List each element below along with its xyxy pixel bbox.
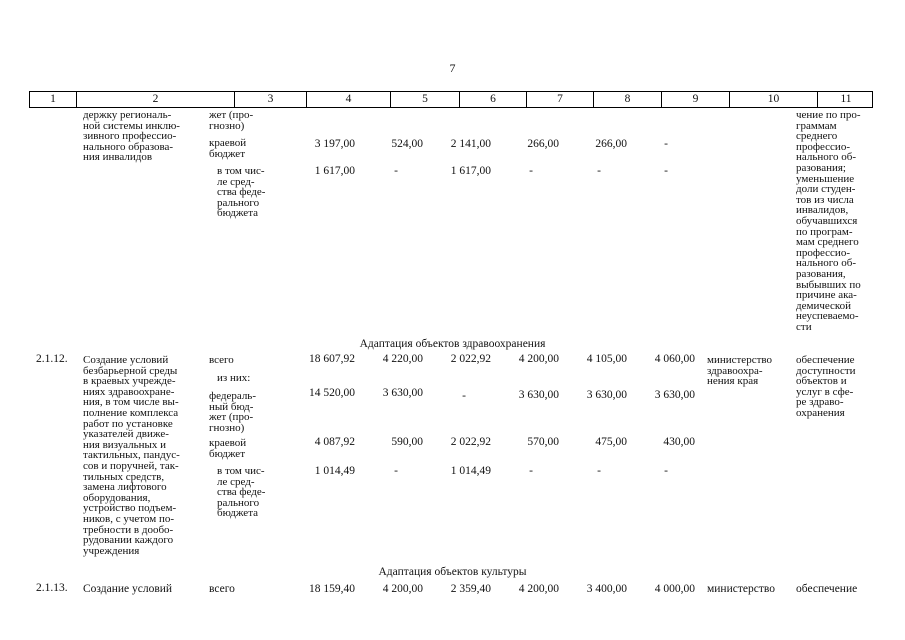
value-col4: 18 159,40 bbox=[309, 583, 355, 595]
value-col9: 430,00 bbox=[663, 436, 695, 448]
funding-label: жет (про- гнозно) bbox=[209, 109, 254, 132]
funding-label: в том чис- ле сред- ства феде- рального бюджета bbox=[217, 465, 266, 520]
value-col8: 3 400,00 bbox=[586, 583, 627, 595]
value-col6: 2 022,92 bbox=[450, 436, 491, 448]
funding-label: краевой бюджет bbox=[209, 137, 247, 160]
measure-description: Создание условий bbox=[83, 583, 173, 595]
header-col-10: 10 bbox=[730, 92, 818, 107]
value-col4: 4 087,92 bbox=[314, 436, 355, 448]
header-col-8: 8 bbox=[594, 92, 662, 107]
value-col5: 4 200,00 bbox=[382, 583, 423, 595]
section-heading-health: Адаптация объектов здравоохранения bbox=[359, 338, 546, 350]
responsible-executor: министерство здравоохра- нения края bbox=[707, 354, 773, 388]
row-number: 2.1.12. bbox=[36, 353, 68, 365]
value-col8: - bbox=[597, 465, 601, 477]
value-col7: - bbox=[529, 465, 533, 477]
value-col4: 14 520,00 bbox=[309, 387, 355, 399]
header-col-11: 11 bbox=[840, 93, 852, 105]
header-col-6: 6 bbox=[460, 92, 527, 107]
value-col7: 4 200,00 bbox=[518, 583, 559, 595]
expected-result-text: чение по про- граммам среднего профессио- нального об- разования; уменьшение доли студен- тов из числа инвалидов, обучавшихся по програм- мам среднего профессио- нального об- разования, выбывших по причине ака- демической неуспеваемо- сти bbox=[796, 109, 861, 333]
header-col-5: 5 bbox=[391, 92, 460, 107]
value-col9: - bbox=[664, 465, 668, 477]
row-number: 2.1.13. bbox=[36, 582, 68, 594]
value-col6: - bbox=[462, 390, 466, 402]
value-col6: 2 141,00 bbox=[450, 138, 491, 150]
value-col9: 3 630,00 bbox=[654, 389, 695, 401]
value-col5: 4 220,00 bbox=[382, 353, 423, 365]
continued-measure-text: держку региональ- ной системы инклю- зивного профессио- нального образова- ния инвалидов bbox=[83, 109, 180, 164]
funding-label: федераль- ный бюд- жет (про- гнозно) bbox=[209, 390, 256, 434]
value-col8: 4 105,00 bbox=[586, 353, 627, 365]
funding-label: всего bbox=[209, 354, 234, 366]
value-col5: - bbox=[394, 165, 398, 177]
value-col7: - bbox=[529, 165, 533, 177]
expected-result-text: обеспечение доступности объектов и услуг в сфе- ре здраво- охранения bbox=[796, 354, 856, 419]
header-col-7: 7 bbox=[527, 92, 594, 107]
value-col9: 4 060,00 bbox=[654, 353, 695, 365]
responsible-executor: министерство bbox=[707, 583, 775, 595]
header-col-1: 1 bbox=[30, 92, 77, 107]
measure-description: Создание условий безбарьерной среды в краевых учрежде- ниях здравоохране- ния, в том числе вы- полнение комплекса работ по установке указателей движе- ния визуальных и тактильных, пандус- сов и поручней, так- тильных средств, замена лифтового оборудования, устройство подъем- ников, с учетом по- требности в дообо- рудовании каждого учреждения bbox=[83, 354, 180, 557]
value-col5: 524,00 bbox=[391, 138, 423, 150]
value-col8: - bbox=[597, 165, 601, 177]
value-col9: - bbox=[664, 165, 668, 177]
value-col6: 2 022,92 bbox=[450, 353, 491, 365]
value-col4: 3 197,00 bbox=[314, 138, 355, 150]
value-col4: 1 014,49 bbox=[314, 465, 355, 477]
funding-label: краевой бюджет bbox=[209, 437, 247, 460]
value-col6: 2 359,40 bbox=[450, 583, 491, 595]
header-col-4: 4 bbox=[307, 92, 391, 107]
value-col6: 1 617,00 bbox=[450, 165, 491, 177]
value-col8: 3 630,00 bbox=[586, 389, 627, 401]
funding-label: в том чис- ле сред- ства феде- рального бюджета bbox=[217, 165, 266, 220]
value-col7: 3 630,00 bbox=[518, 389, 559, 401]
value-col8: 475,00 bbox=[595, 436, 627, 448]
value-col6: 1 014,49 bbox=[450, 465, 491, 477]
page-number: 7 bbox=[449, 61, 456, 75]
table-header-row bbox=[29, 91, 873, 108]
value-col5: - bbox=[394, 465, 398, 477]
value-col5: 590,00 bbox=[391, 436, 423, 448]
funding-label: всего bbox=[209, 583, 235, 595]
value-col7: 266,00 bbox=[527, 138, 559, 150]
header-col-9: 9 bbox=[662, 92, 730, 107]
header-col-2: 2 bbox=[77, 92, 235, 107]
value-col4: 1 617,00 bbox=[314, 165, 355, 177]
value-col5: 3 630,00 bbox=[382, 387, 423, 399]
section-heading-culture: Адаптация объектов культуры bbox=[378, 566, 527, 578]
value-col9: - bbox=[664, 138, 668, 150]
value-col4: 18 607,92 bbox=[309, 353, 355, 365]
value-col7: 570,00 bbox=[527, 436, 559, 448]
header-col-3: 3 bbox=[235, 92, 307, 107]
value-col8: 266,00 bbox=[595, 138, 627, 150]
value-col9: 4 000,00 bbox=[654, 583, 695, 595]
expected-result-text: обеспечение bbox=[796, 583, 858, 595]
value-col7: 4 200,00 bbox=[518, 353, 559, 365]
funding-label: из них: bbox=[217, 372, 251, 384]
